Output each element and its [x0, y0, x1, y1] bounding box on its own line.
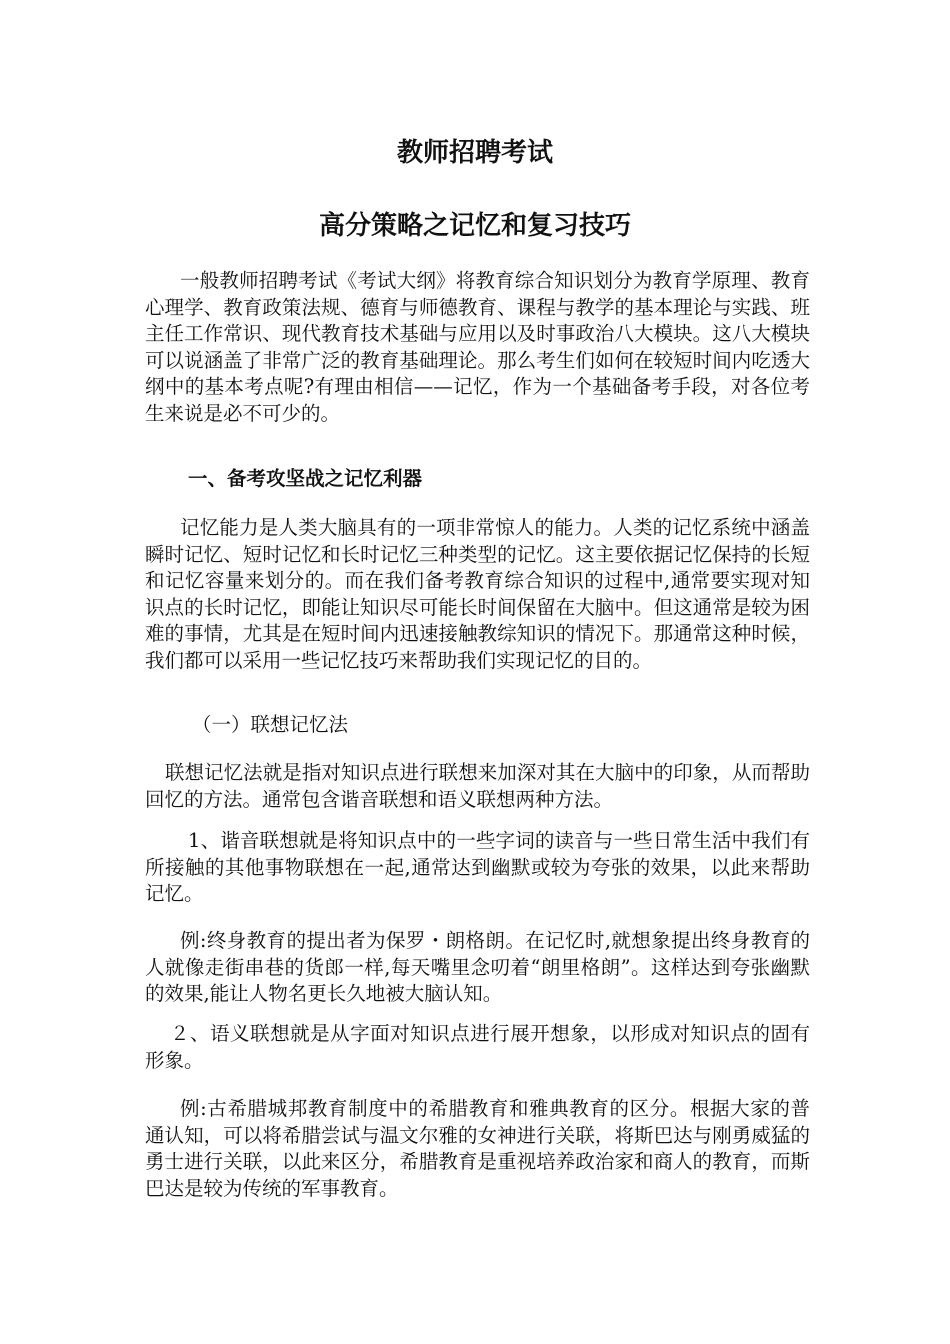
page-subtitle: 高分策略之记忆和复习技巧 [318, 211, 631, 241]
item-2-paragraph: ２、语义联想就是从字面对知识点进行展开想象，以形成对知识点的固有形象。 [145, 1022, 810, 1072]
section1-paragraph: 记忆能力是人类大脑具有的一项非常惊人的能力。人类的记忆系统中涵盖瞬时记忆、短时记忆和长时记忆三种类型的记忆。这主要依据记忆保持的长短和记忆容量来划分的。而在我们备考教育综合知识的过程中,通常要实现对知识点的长时记忆，即能让知识尽可能长时间保留在大脑中。但这通常是较为困难的事情，尤其是在短时间内迅速接触教综知识的情况下。那通常这种时候，我们都可以采用一些记忆技巧来帮助我们实现记忆的目的。 [145, 516, 810, 672]
subsection-heading-1: （一）联想记忆法 [192, 713, 349, 736]
page-title: 教师招聘考试 [396, 138, 553, 168]
intro-paragraph: 一般教师招聘考试《考试大纲》将教育综合知识划分为教育学原理、教育心理学、教育政策法规、德育与师德教育、课程与教学的基本理论与实践、班主任工作常识、现代教育技术基础与应用以及时事政治八大模块。这八大模块可以说涵盖了非常广泛的教育基础理论。那么考生们如何在较短时间内吃透大纲中的基本考点呢?有理由相信——记忆，作为一个基础备考手段，对各位考生来说是必不可少的。 [145, 269, 810, 425]
item-1-paragraph: 1、谐音联想就是将知识点中的一些字词的读音与一些日常生活中我们有所接触的其他事物联想在一起,通常达到幽默或较为夸张的效果，以此来帮助记忆。 [145, 829, 810, 905]
example-2-paragraph: 例:古希腊城邦教育制度中的希腊教育和雅典教育的区分。根据大家的普通认知，可以将希腊尝试与温文尔雅的女神进行关联，将斯巴达与刚勇威猛的勇士进行关联，以此来区分，希腊教育是重视培养政治家和商人的教育，而斯巴达是较为传统的军事教育。 [145, 1097, 810, 1200]
example-1-paragraph: 例:终身教育的提出者为保罗・朗格朗。在记忆时,就想象提出终身教育的人就像走街串巷的货郎一样,每天嘴里念叨着“朗里格朗”。这样达到夸张幽默的效果,能让人物名更长久地被大脑认知。 [145, 929, 810, 1005]
section-heading-1: 一、备考攻坚战之记忆利器 [188, 467, 423, 490]
sub1-paragraph: 联想记忆法就是指对知识点进行联想来加深对其在大脑中的印象，从而帮助回忆的方法。通常包含谐音联想和语义联想两种方法。 [145, 761, 810, 811]
